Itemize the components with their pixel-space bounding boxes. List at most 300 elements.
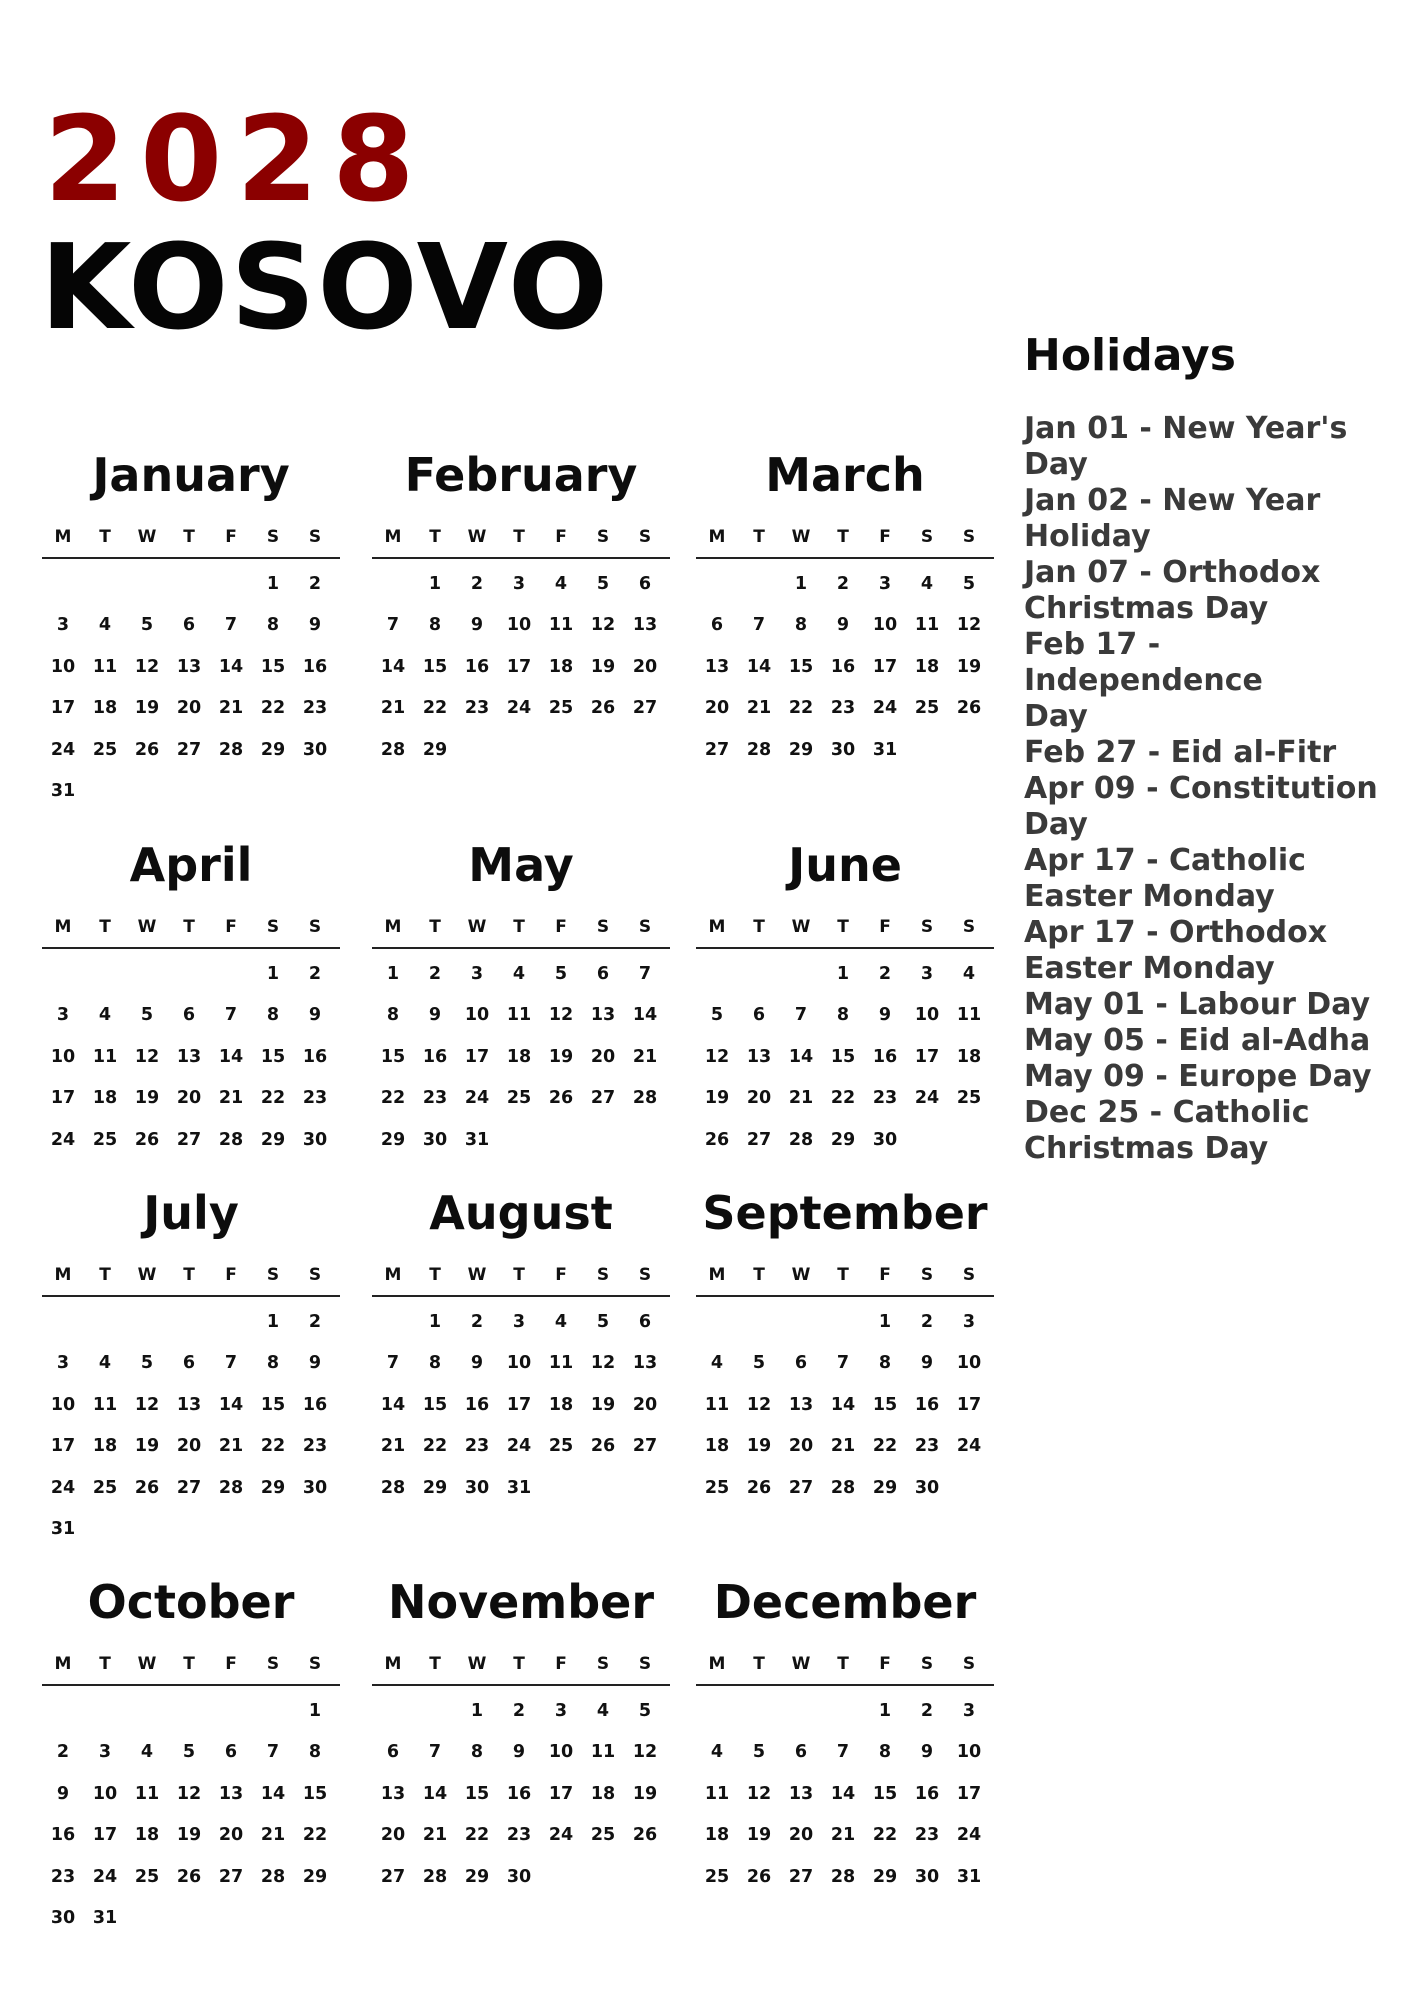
week-row (696, 1384, 994, 1426)
days-grid (696, 949, 994, 1161)
day-cell: 12 (176, 1783, 202, 1804)
day-cell: 3 (470, 963, 484, 984)
days-grid (42, 1297, 340, 1550)
day-cell: 12 (548, 1005, 574, 1026)
day-cell: 16 (464, 656, 490, 677)
day-cell: 10 (464, 1005, 490, 1026)
days-grid (42, 1686, 340, 1939)
day-cell: 26 (134, 1477, 160, 1498)
day-cell: 31 (50, 1519, 76, 1540)
month-title: July (143, 1186, 239, 1240)
day-cell: 27 (632, 698, 658, 719)
weekday-header (696, 527, 994, 559)
day-cell: 20 (590, 1046, 616, 1067)
day-cell: 6 (224, 1742, 238, 1763)
day-cell: 10 (92, 1783, 118, 1804)
week-row (42, 1856, 340, 1898)
weekday-label: T (183, 527, 195, 547)
day-cell: 25 (956, 1088, 982, 1109)
weekday-label: S (596, 1654, 610, 1674)
day-cell: 20 (788, 1436, 814, 1457)
weekday-label: M (708, 527, 726, 547)
weekday-header (42, 1654, 340, 1686)
month-title: October (87, 1575, 295, 1629)
day-cell: 5 (140, 615, 154, 636)
day-cell: 20 (176, 1436, 202, 1457)
day-cell: 25 (134, 1866, 160, 1887)
day-cell: 20 (380, 1825, 406, 1846)
week-row (42, 1426, 340, 1468)
week-row (696, 1301, 994, 1343)
day-cell: 6 (794, 1742, 808, 1763)
weekday-label: M (708, 1654, 726, 1674)
day-cell: 24 (506, 1436, 532, 1457)
day-cell: 2 (920, 1700, 934, 1721)
day-cell: 9 (920, 1353, 934, 1374)
day-cell: 22 (830, 1088, 856, 1109)
day-cell: 25 (914, 698, 940, 719)
day-cell: 28 (218, 739, 244, 760)
holiday-item: May 01 - Labour Day (1024, 987, 1371, 1022)
week-row (372, 1343, 670, 1385)
day-cell: 24 (506, 698, 532, 719)
day-cell: 17 (956, 1783, 982, 1804)
week-row (42, 1343, 340, 1385)
weekday-label: S (266, 527, 280, 547)
day-cell: 21 (218, 1436, 244, 1457)
day-cell: 1 (470, 1700, 484, 1721)
day-cell: 7 (836, 1353, 850, 1374)
day-cell: 15 (464, 1783, 490, 1804)
day-cell: 6 (182, 1353, 196, 1374)
day-cell: 3 (56, 1353, 70, 1374)
month-title: June (788, 838, 902, 892)
day-cell: 19 (956, 656, 982, 677)
week-row (696, 1856, 994, 1898)
day-cell: 5 (554, 963, 568, 984)
weekday-label: S (962, 1265, 976, 1285)
day-cell: 4 (98, 1353, 112, 1374)
day-cell: 14 (632, 1005, 658, 1026)
day-cell: 16 (50, 1825, 76, 1846)
day-cell: 10 (956, 1353, 982, 1374)
day-cell: 4 (554, 1311, 568, 1332)
day-cell: 16 (464, 1394, 490, 1415)
day-cell: 8 (878, 1353, 892, 1374)
day-cell: 7 (224, 615, 238, 636)
day-cell: 4 (920, 573, 934, 594)
week-row (696, 1078, 994, 1120)
weekday-label: F (225, 917, 237, 937)
weekday-label: T (183, 1654, 195, 1674)
day-cell: 14 (830, 1394, 856, 1415)
day-cell: 24 (464, 1088, 490, 1109)
day-cell: 5 (962, 573, 976, 594)
week-row (42, 1509, 340, 1551)
week-row (372, 1078, 670, 1120)
day-cell: 13 (380, 1783, 406, 1804)
country-heading: KOSOVO (40, 218, 611, 356)
day-cell: 18 (704, 1825, 730, 1846)
day-cell: 11 (548, 1353, 574, 1374)
weekday-label: M (708, 1265, 726, 1285)
weekday-label: T (513, 1265, 525, 1285)
day-cell: 21 (380, 1436, 406, 1457)
month-november (372, 1572, 670, 1898)
week-row (696, 1119, 994, 1161)
day-cell: 22 (260, 1436, 286, 1457)
day-cell: 2 (470, 573, 484, 594)
day-cell: 5 (140, 1005, 154, 1026)
day-cell: 19 (134, 1436, 160, 1457)
day-cell: 17 (914, 1046, 940, 1067)
day-cell: 28 (422, 1866, 448, 1887)
week-row (42, 729, 340, 771)
weekday-label: W (467, 527, 487, 547)
day-cell: 29 (464, 1866, 490, 1887)
day-cell: 14 (380, 1394, 406, 1415)
day-cell: 6 (182, 615, 196, 636)
day-cell: 30 (464, 1477, 490, 1498)
month-title: March (765, 448, 925, 502)
day-cell: 8 (470, 1742, 484, 1763)
day-cell: 1 (428, 573, 442, 594)
weekday-label: M (384, 527, 402, 547)
day-cell: 15 (302, 1783, 328, 1804)
day-cell: 14 (830, 1783, 856, 1804)
day-cell: 12 (746, 1783, 772, 1804)
day-cell: 10 (548, 1742, 574, 1763)
month-august (372, 1183, 670, 1509)
weekday-label: S (638, 1654, 652, 1674)
week-row (42, 1898, 340, 1940)
day-cell: 25 (92, 739, 118, 760)
weekday-label: W (137, 917, 157, 937)
day-cell: 21 (746, 698, 772, 719)
month-title: May (468, 838, 574, 892)
day-cell: 14 (380, 656, 406, 677)
day-cell: 10 (506, 615, 532, 636)
day-cell: 14 (788, 1046, 814, 1067)
days-grid (42, 559, 340, 812)
day-cell: 18 (506, 1046, 532, 1067)
day-cell: 29 (830, 1129, 856, 1150)
day-cell: 28 (830, 1866, 856, 1887)
week-row (372, 605, 670, 647)
day-cell: 26 (134, 1129, 160, 1150)
day-cell: 31 (872, 739, 898, 760)
day-cell: 24 (548, 1825, 574, 1846)
day-cell: 16 (830, 656, 856, 677)
weekday-header (696, 1265, 994, 1297)
week-row (372, 995, 670, 1037)
day-cell: 21 (380, 698, 406, 719)
day-cell: 19 (632, 1783, 658, 1804)
day-cell: 30 (830, 739, 856, 760)
day-cell: 30 (506, 1866, 532, 1887)
day-cell: 2 (308, 1311, 322, 1332)
weekday-label: T (513, 917, 525, 937)
weekday-label: S (308, 1654, 322, 1674)
week-row (42, 953, 340, 995)
day-cell: 22 (302, 1825, 328, 1846)
day-cell: 7 (386, 615, 400, 636)
day-cell: 8 (266, 1005, 280, 1026)
week-row (372, 1732, 670, 1774)
day-cell: 9 (920, 1742, 934, 1763)
weekday-label: S (638, 527, 652, 547)
day-cell: 29 (872, 1866, 898, 1887)
day-cell: 2 (512, 1700, 526, 1721)
day-cell: 8 (266, 1353, 280, 1374)
day-cell: 7 (224, 1353, 238, 1374)
weekday-label: W (791, 527, 811, 547)
month-title: February (404, 448, 638, 502)
weekday-label: M (384, 1265, 402, 1285)
weekday-label: S (266, 917, 280, 937)
day-cell: 31 (50, 781, 76, 802)
day-cell: 23 (914, 1825, 940, 1846)
day-cell: 11 (704, 1783, 730, 1804)
day-cell: 16 (872, 1046, 898, 1067)
day-cell: 18 (590, 1783, 616, 1804)
day-cell: 27 (590, 1088, 616, 1109)
day-cell: 9 (878, 1005, 892, 1026)
day-cell: 4 (554, 573, 568, 594)
weekday-header (372, 1654, 670, 1686)
weekday-label: S (596, 1265, 610, 1285)
day-cell: 22 (260, 698, 286, 719)
holidays-list (1024, 411, 1404, 1167)
day-cell: 21 (218, 698, 244, 719)
day-cell: 12 (134, 1394, 160, 1415)
day-cell: 5 (596, 573, 610, 594)
day-cell: 13 (746, 1046, 772, 1067)
days-grid (372, 1297, 670, 1509)
week-row (696, 1815, 994, 1857)
day-cell: 11 (590, 1742, 616, 1763)
weekday-label: F (879, 527, 891, 547)
day-cell: 15 (260, 656, 286, 677)
month-title: January (92, 448, 290, 502)
day-cell: 2 (308, 573, 322, 594)
day-cell: 7 (752, 615, 766, 636)
day-cell: 30 (50, 1908, 76, 1929)
day-cell: 9 (308, 1353, 322, 1374)
days-grid (372, 559, 670, 771)
day-cell: 20 (176, 698, 202, 719)
day-cell: 9 (470, 1353, 484, 1374)
days-grid (42, 949, 340, 1161)
weekday-label: M (54, 1265, 72, 1285)
day-cell: 7 (224, 1005, 238, 1026)
week-row (42, 1732, 340, 1774)
day-cell: 16 (302, 656, 328, 677)
day-cell: 8 (386, 1005, 400, 1026)
day-cell: 17 (506, 1394, 532, 1415)
weekday-header (696, 1654, 994, 1686)
day-cell: 6 (794, 1353, 808, 1374)
week-row (372, 1815, 670, 1857)
week-row (372, 1856, 670, 1898)
day-cell: 7 (428, 1742, 442, 1763)
day-cell: 17 (50, 698, 76, 719)
weekday-label: T (99, 1654, 111, 1674)
day-cell: 4 (512, 963, 526, 984)
weekday-label: T (837, 527, 849, 547)
week-row (42, 688, 340, 730)
weekday-label: T (99, 917, 111, 937)
day-cell: 19 (704, 1088, 730, 1109)
weekday-label: F (555, 527, 567, 547)
day-cell: 29 (302, 1866, 328, 1887)
day-cell: 22 (872, 1436, 898, 1457)
day-cell: 25 (548, 698, 574, 719)
day-cell: 30 (422, 1129, 448, 1150)
weekday-label: T (183, 917, 195, 937)
day-cell: 14 (218, 656, 244, 677)
day-cell: 20 (746, 1088, 772, 1109)
month-september (696, 1183, 994, 1509)
day-cell: 1 (878, 1700, 892, 1721)
month-december (696, 1572, 994, 1898)
holiday-item: Feb 27 - Eid al-Fitr (1024, 735, 1337, 770)
day-cell: 28 (380, 1477, 406, 1498)
day-cell: 23 (302, 1436, 328, 1457)
day-cell: 22 (422, 698, 448, 719)
day-cell: 7 (266, 1742, 280, 1763)
day-cell: 8 (836, 1005, 850, 1026)
weekday-label: T (753, 1654, 765, 1674)
holiday-item: Dec 25 - Catholic Christmas Day (1024, 1095, 1310, 1166)
day-cell: 23 (830, 698, 856, 719)
day-cell: 3 (554, 1700, 568, 1721)
day-cell: 17 (872, 656, 898, 677)
day-cell: 18 (92, 698, 118, 719)
day-cell: 10 (956, 1742, 982, 1763)
day-cell: 10 (50, 1046, 76, 1067)
week-row (696, 688, 994, 730)
weekday-label: S (308, 917, 322, 937)
week-row (42, 1467, 340, 1509)
day-cell: 11 (548, 615, 574, 636)
day-cell: 23 (302, 698, 328, 719)
holiday-item: Jan 01 - New Year's Day (1024, 411, 1348, 482)
day-cell: 12 (956, 615, 982, 636)
week-row (372, 1690, 670, 1732)
day-cell: 4 (98, 615, 112, 636)
weekday-label: M (708, 917, 726, 937)
weekday-header (372, 527, 670, 559)
holidays-title: Holidays (1024, 330, 1236, 381)
day-cell: 9 (56, 1783, 70, 1804)
weekday-label: T (753, 527, 765, 547)
day-cell: 10 (914, 1005, 940, 1026)
day-cell: 25 (704, 1477, 730, 1498)
month-title: April (129, 838, 253, 892)
month-title: December (713, 1575, 977, 1629)
weekday-label: F (225, 527, 237, 547)
month-may (372, 835, 670, 1161)
day-cell: 15 (260, 1394, 286, 1415)
day-cell: 15 (422, 1394, 448, 1415)
weekday-label: S (266, 1654, 280, 1674)
weekday-label: S (962, 1654, 976, 1674)
day-cell: 19 (134, 698, 160, 719)
day-cell: 27 (746, 1129, 772, 1150)
day-cell: 8 (428, 615, 442, 636)
day-cell: 17 (548, 1783, 574, 1804)
weekday-label: S (920, 527, 934, 547)
day-cell: 8 (878, 1742, 892, 1763)
day-cell: 2 (428, 963, 442, 984)
day-cell: 26 (176, 1866, 202, 1887)
week-row (42, 1773, 340, 1815)
weekday-label: T (513, 527, 525, 547)
weekday-label: T (837, 1654, 849, 1674)
day-cell: 31 (464, 1129, 490, 1150)
month-title: September (702, 1186, 988, 1240)
holidays-panel (1024, 330, 1404, 1167)
week-row (42, 1301, 340, 1343)
day-cell: 5 (140, 1353, 154, 1374)
day-cell: 4 (596, 1700, 610, 1721)
day-cell: 29 (872, 1477, 898, 1498)
day-cell: 18 (956, 1046, 982, 1067)
weekday-label: W (137, 527, 157, 547)
holiday-item: Feb 17 - Independence Day (1024, 627, 1263, 734)
weekday-label: T (837, 917, 849, 937)
day-cell: 9 (428, 1005, 442, 1026)
week-row (372, 953, 670, 995)
day-cell: 17 (50, 1436, 76, 1457)
day-cell: 16 (302, 1046, 328, 1067)
weekday-label: T (753, 917, 765, 937)
day-cell: 24 (50, 1477, 76, 1498)
day-cell: 16 (914, 1394, 940, 1415)
month-january (42, 445, 340, 812)
day-cell: 23 (464, 1436, 490, 1457)
day-cell: 15 (260, 1046, 286, 1067)
day-cell: 14 (218, 1394, 244, 1415)
day-cell: 25 (92, 1477, 118, 1498)
day-cell: 26 (134, 739, 160, 760)
day-cell: 28 (830, 1477, 856, 1498)
weekday-label: T (753, 1265, 765, 1285)
week-row (696, 1732, 994, 1774)
day-cell: 26 (632, 1825, 658, 1846)
weekday-label: T (429, 1265, 441, 1285)
day-cell: 2 (878, 963, 892, 984)
day-cell: 23 (506, 1825, 532, 1846)
day-cell: 18 (548, 656, 574, 677)
week-row (372, 1384, 670, 1426)
day-cell: 28 (260, 1866, 286, 1887)
day-cell: 9 (512, 1742, 526, 1763)
weekday-header (372, 917, 670, 949)
day-cell: 10 (50, 1394, 76, 1415)
day-cell: 3 (962, 1700, 976, 1721)
week-row (372, 646, 670, 688)
weekday-label: S (962, 527, 976, 547)
day-cell: 24 (914, 1088, 940, 1109)
day-cell: 16 (302, 1394, 328, 1415)
day-cell: 27 (788, 1477, 814, 1498)
day-cell: 25 (548, 1436, 574, 1457)
day-cell: 9 (470, 615, 484, 636)
week-row (696, 1036, 994, 1078)
day-cell: 11 (506, 1005, 532, 1026)
